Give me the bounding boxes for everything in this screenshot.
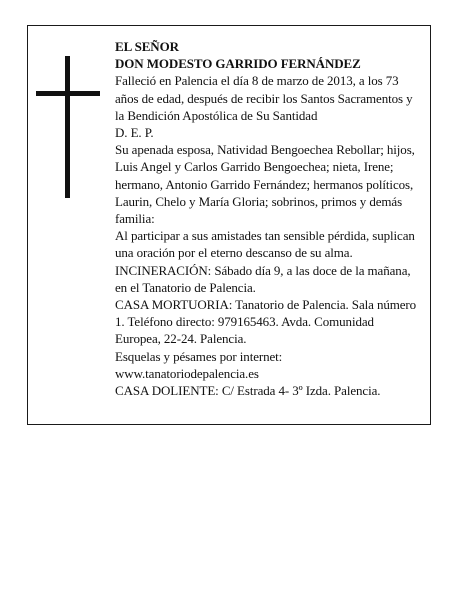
website-link[interactable]: www.tanatoriodepalencia.es <box>115 365 259 381</box>
obituary-text <box>115 38 420 399</box>
cross-horizontal-bar <box>36 91 100 96</box>
funeral-home-info: CASA MORTUORIA: Tanatorio de Palencia. Sala número 1. Teléfono directo: 979165463. Avda. Comunidad Europea, 22-24. Palencia. <box>115 297 417 347</box>
cremation-info: INCINERACIÓN: Sábado día 9, a las doce de la mañana, en el Tanatorio de Palencia. <box>115 262 411 295</box>
family-list: Su apenada esposa, Natividad Bengoechea Rebollar; hijos, Luis Angel y Carlos Garrido Bengoechea; nieta, Irene; hermano, Antonio Garrido Fernández; hermanos políticos, Laurin, Chelo y María Gloria; sobrinos, primos y demás familia: <box>115 142 415 227</box>
rip-abbreviation: D. E. P. <box>115 125 154 141</box>
prayer-request: Al participar a sus amistades tan sensible pérdida, suplican una oración por el eterno descanso de su alma. <box>115 228 415 261</box>
heading-title: EL SEÑOR <box>115 39 179 54</box>
latin-cross-icon <box>36 56 100 198</box>
cross-vertical-bar <box>65 56 70 198</box>
family-home-address: CASA DOLIENTE: C/ Estrada 4- 3º Izda. Palencia. <box>115 383 381 399</box>
death-announcement: Falleció en Palencia el día 8 de marzo de 2013, a los 73 años de edad, después de recibir los Santos Sacramentos y la Bendición Apostólica de Su Santidad <box>115 73 413 123</box>
deceased-name: DON MODESTO GARRIDO FERNÁNDEZ <box>115 56 361 72</box>
online-condolences-label: Esquelas y pésames por internet: <box>115 348 283 364</box>
